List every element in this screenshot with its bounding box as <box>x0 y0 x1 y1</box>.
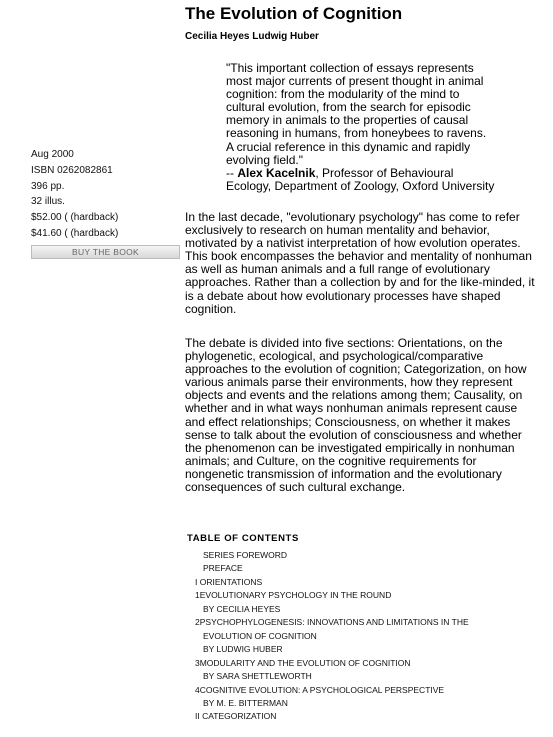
quote-attribution <box>226 167 526 180</box>
price-hardback: $52.00 ( (hardback) <box>31 212 119 224</box>
quote-line: most major currents of present thought in animal <box>226 74 484 89</box>
toc-item: PREFACE <box>203 563 243 574</box>
paragraph-line: phylogenetic, ecological, and psychological/comparative <box>185 349 484 364</box>
paragraph-line: approaches to the evolution of cognition; Categorization, on how <box>185 362 527 377</box>
illustration-count: 32 illus. <box>31 196 65 208</box>
paragraph-line: and effect relationships; Consciousness, on whether it makes <box>185 414 511 429</box>
price-hardback-discount: $41.60 ( (hardback) <box>31 227 119 239</box>
buy-book-button[interactable]: BUY THE BOOK <box>31 245 180 259</box>
attribution-rest: , Professor of Behavioural <box>315 165 454 180</box>
toc-item: SERIES FOREWORD <box>203 550 288 560</box>
quote-line: memory in animals to the properties of causal <box>226 113 469 128</box>
toc-chapter-author: BY M. E. BITTERMAN <box>203 697 288 708</box>
quote-line: "This important collection of essays represents <box>226 61 474 75</box>
quote-line: evolving field." <box>226 152 303 167</box>
attribution-name: Alex Kacelnik <box>237 165 316 180</box>
paragraph-line: as well as human animals and a full range of evolutionary <box>185 262 490 277</box>
description-paragraph-1 <box>185 211 545 316</box>
paragraph-line: cognition. <box>185 301 237 316</box>
paragraph-line: objects and events and the relations among them; Causality, on <box>185 388 523 403</box>
toc-chapter: 3MODULARITY AND THE EVOLUTION OF COGNITION <box>195 657 411 668</box>
paragraph-line: various animals parse their environments, how they represent <box>185 375 513 390</box>
toc-section: I ORIENTATIONS <box>195 576 263 587</box>
toc-chapter: 4COGNITIVE EVOLUTION: A PSYCHOLOGICAL PERSPECTIVE <box>195 684 445 695</box>
toc-chapter-author: BY CECILIA HEYES <box>203 603 281 614</box>
paragraph-line: nongenetic transmission of information and the evolutionary <box>185 466 502 481</box>
attribution-prefix: -- <box>226 165 238 180</box>
paragraph-line: exclusively to research on human mentality and behavior, <box>185 223 490 238</box>
quote-line: reasoning in humans, from honeybees to ravens. <box>226 126 487 141</box>
paragraph-line: This book encompasses the behavior and mentality of nonhuman <box>185 249 532 264</box>
paragraph-line: is a debate about how evolutionary processes have shaped <box>185 288 501 303</box>
quote-line: A crucial reference in this dynamic and rapidly <box>226 139 471 154</box>
toc-chapter-continued: EVOLUTION OF COGNITION <box>203 630 317 641</box>
paragraph-line: consequences of such cultural exchange. <box>185 480 406 495</box>
paragraph-line: In the last decade, "evolutionary psychology" has come to refer <box>185 210 520 224</box>
attribution-affiliation: Ecology, Department of Zoology, Oxford University <box>226 178 495 193</box>
book-title: The Evolution of Cognition <box>185 4 403 23</box>
paragraph-line: The debate is divided into five sections: Orientations, on the <box>185 336 503 350</box>
toc-heading: TABLE OF CONTENTS <box>187 533 299 544</box>
page-count: 396 pp. <box>31 180 65 192</box>
paragraph-line: whether and in what ways nonhuman animals represent cause <box>185 401 518 416</box>
toc-chapter: 1EVOLUTIONARY PSYCHOLOGY IN THE ROUND <box>195 590 392 601</box>
toc-chapter-author: BY SARA SHETTLEWORTH <box>203 671 312 682</box>
toc-chapter: 2PSYCHOPHYLOGENESIS: INNOVATIONS AND LIMITATIONS IN THE <box>195 617 469 628</box>
description-paragraph-2 <box>185 337 545 494</box>
paragraph-line: approaches. Rather than a collection by and for the like-minded, it <box>185 275 535 290</box>
quote-line: cognition: from the modularity of the mind to <box>226 87 460 102</box>
isbn: ISBN 0262082861 <box>31 164 113 176</box>
paragraph-line: animals; and Culture, on the cognitive requirements for <box>185 453 477 468</box>
paragraph-line: the phenomenon can be investigated empirically in nonhuman <box>185 440 515 455</box>
endorsement-quote <box>226 62 526 193</box>
book-details <box>31 147 118 242</box>
publication-date: Aug 2000 <box>31 149 74 160</box>
quote-line: cultural evolution, from the search for episodic <box>226 100 471 115</box>
table-of-contents <box>195 549 469 724</box>
book-authors: Cecilia Heyes Ludwig Huber <box>185 31 319 42</box>
toc-chapter-author: BY LUDWIG HUBER <box>203 644 283 655</box>
toc-section: II CATEGORIZATION <box>195 711 277 722</box>
paragraph-line: sense to talk about the evolution of consciousness and whether <box>185 427 522 442</box>
paragraph-line: motivated by a nativist interpretation of how evolution operates. <box>185 236 521 251</box>
